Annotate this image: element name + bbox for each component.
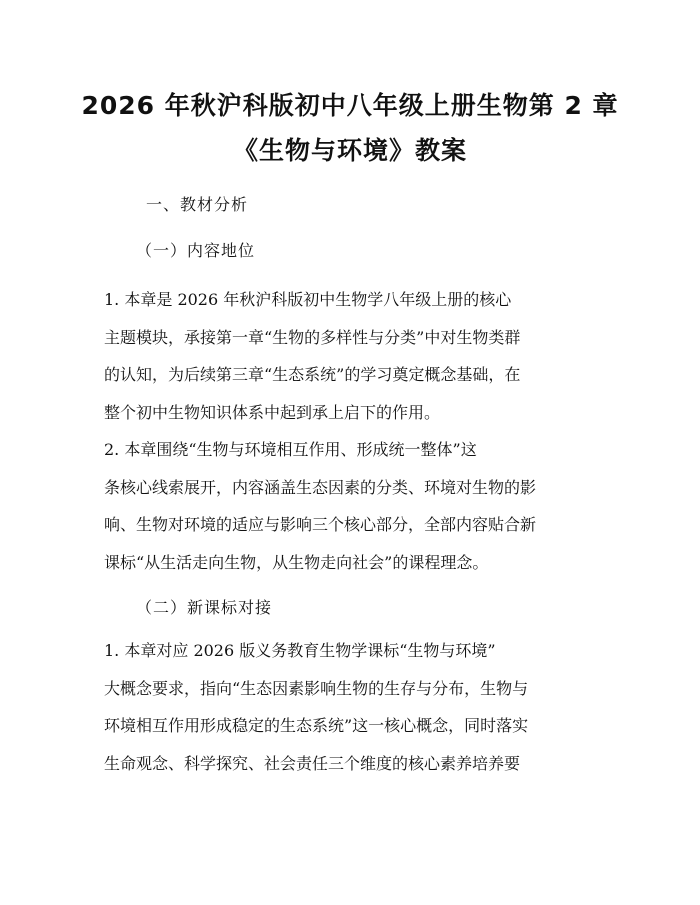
section-heading-textbook-analysis: 一、教材分析 xyxy=(146,195,249,214)
paragraph-3-line: 环境相互作用形成稳定的生态系统”这一核心概念，同时落实 xyxy=(104,716,529,735)
paragraph-2-line: 响、生物对环境的适应与影响三个核心部分，全部内容贴合新 xyxy=(104,515,537,534)
paragraph-3-line: 大概念要求，指向“生态因素影响生物的生存与分布，生物与 xyxy=(104,678,529,698)
paragraph-1-line: 1. 本章是 2026 年秋沪科版初中生物学八年级上册的核心 xyxy=(104,290,512,309)
paragraph-2 xyxy=(104,431,602,581)
paragraph-3-line: 生命观念、科学探究、社会责任三个维度的核心素养培养要 xyxy=(104,753,521,773)
subsection-heading-curriculum-alignment: （二）新课标对接 xyxy=(136,598,273,617)
paragraph-2-line: 课标“从生活走向生物，从生物走向社会”的课程理念。 xyxy=(104,552,489,572)
document-title-line-1: 2026 年秋沪科版初中八年级上册生物第 2 章 xyxy=(81,91,619,120)
paragraph-2-line: 条核心线索展开，内容涵盖生态因素的分类、环境对生物的影 xyxy=(104,477,537,497)
paragraph-1-line: 整个初中生物知识体系中起到承上启下的作用。 xyxy=(104,402,441,422)
document-title-line-2: 《生物与环境》教案 xyxy=(232,136,467,165)
paragraph-1 xyxy=(104,281,602,431)
paragraph-1-line: 主题模块，承接第一章“生物的多样性与分类”中对生物类群 xyxy=(104,327,521,347)
subsection-heading-content-position: （一）内容地位 xyxy=(136,241,256,260)
paragraph-3 xyxy=(104,632,602,782)
paragraph-3-line: 1. 本章对应 2026 版义务教育生物学课标“生物与环境” xyxy=(104,641,496,660)
paragraph-1-line: 的认知，为后续第三章“生态系统”的学习奠定概念基础，在 xyxy=(104,365,521,384)
paragraph-2-line: 2. 本章围绕“生物与环境相互作用、形成统一整体”这 xyxy=(104,440,477,459)
